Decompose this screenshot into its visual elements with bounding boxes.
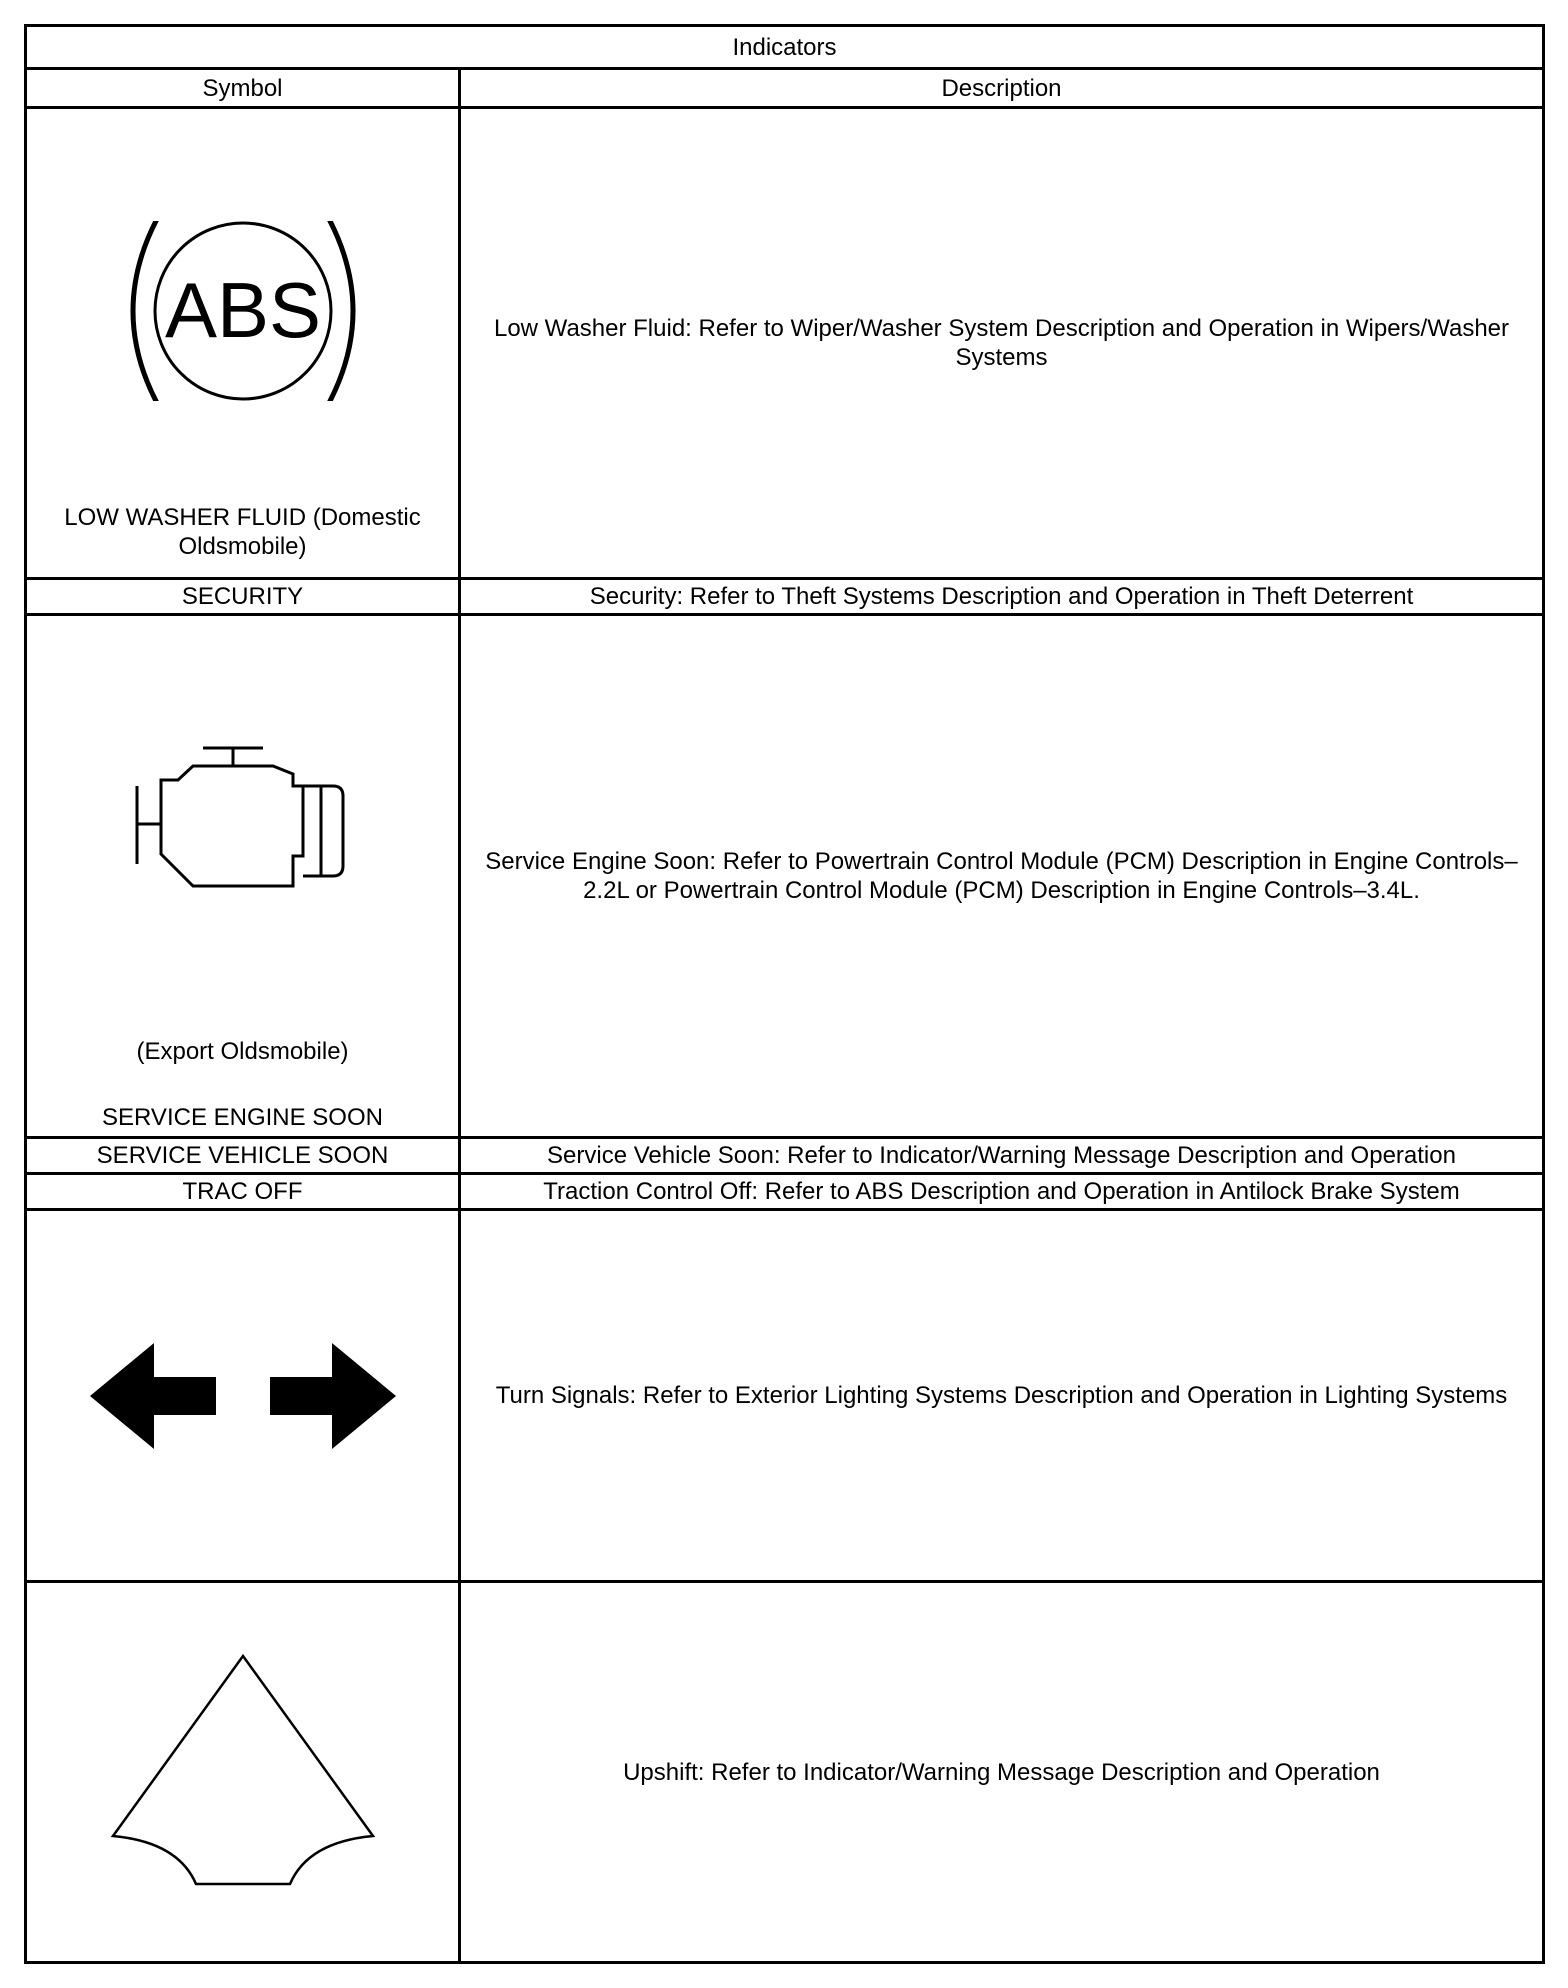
table-row xyxy=(26,1174,1544,1210)
symbol-cell xyxy=(26,1210,460,1582)
symbol-caption: LOW WASHER FLUID (Domestic Oldsmobile) xyxy=(64,504,421,560)
description-cell: Service Engine Soon: Refer to Powertrain Control Module (PCM) Description in Engine Controls–2.2L or Powertrain Control Module (PCM) Description in Engine Controls–3.4L. xyxy=(460,615,1544,1138)
symbol-cell: SECURITY xyxy=(26,579,460,615)
column-header-symbol: Symbol xyxy=(26,69,460,108)
symbol-caption: (Export Oldsmobile) xyxy=(136,1038,349,1065)
right-arrow-icon xyxy=(270,1343,396,1449)
description-cell: Service Vehicle Soon: Refer to Indicator/Warning Message Description and Operation xyxy=(460,1138,1544,1174)
symbol-cell xyxy=(26,108,460,579)
turn-signal-arrows-icon xyxy=(88,1341,398,1451)
table-row xyxy=(26,579,1544,615)
symbol-cell: SERVICE VEHICLE SOON xyxy=(26,1138,460,1174)
table-row xyxy=(26,1210,1544,1582)
table-row xyxy=(26,1138,1544,1174)
symbol-cell xyxy=(26,1582,460,1963)
symbol-cell xyxy=(26,615,460,1138)
table-row xyxy=(26,1582,1544,1963)
abs-icon-label: ABS xyxy=(164,266,321,354)
left-arrow-icon xyxy=(90,1343,216,1449)
abs-icon xyxy=(123,221,363,401)
symbol-cell: TRAC OFF xyxy=(26,1174,460,1210)
description-cell: Low Washer Fluid: Refer to Wiper/Washer System Description and Operation in Wipers/Washer Systems xyxy=(460,108,1544,579)
table-row xyxy=(26,108,1544,579)
upshift-icon xyxy=(108,1652,378,1892)
table-row xyxy=(26,615,1544,1138)
column-header-description: Description xyxy=(460,69,1544,108)
description-cell: Turn Signals: Refer to Exterior Lighting Systems Description and Operation in Lighting Systems xyxy=(460,1210,1544,1582)
description-cell: Traction Control Off: Refer to ABS Description and Operation in Antilock Brake System xyxy=(460,1174,1544,1210)
engine-icon xyxy=(133,746,353,891)
indicators-table xyxy=(24,24,1545,1964)
symbol-caption: SERVICE ENGINE SOON xyxy=(102,1104,383,1131)
description-cell: Security: Refer to Theft Systems Description and Operation in Theft Deterrent xyxy=(460,579,1544,615)
description-cell: Upshift: Refer to Indicator/Warning Message Description and Operation xyxy=(460,1582,1544,1963)
table-title: Indicators xyxy=(26,26,1544,69)
